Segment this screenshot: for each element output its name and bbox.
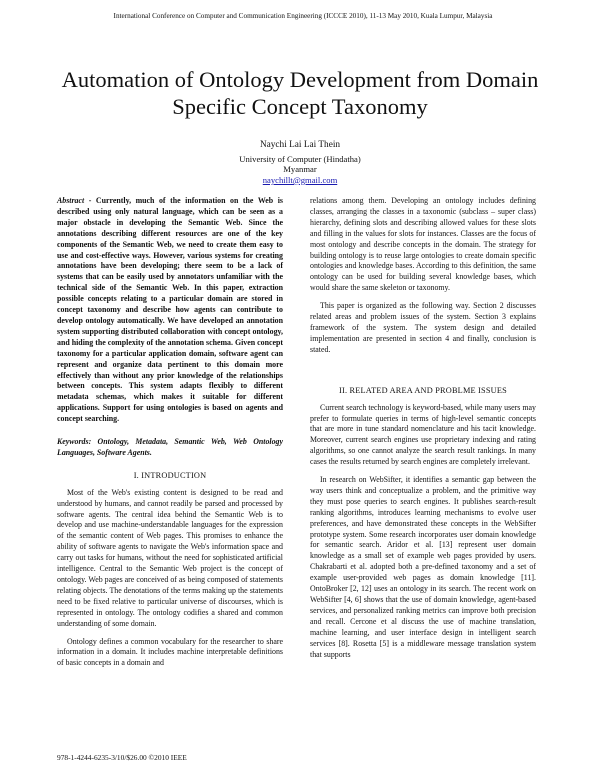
author-affiliation: University of Computer (Hindatha) (239, 153, 361, 164)
left-column (57, 196, 283, 676)
author-block (150, 140, 450, 185)
author-email-link[interactable]: naychillt@gmail.com (262, 174, 338, 185)
paper-title: Automation of Ontology Development from Domain Specific Concept Taxonomy (61, 67, 539, 119)
intro-paragraph-1: Most of the Web's existing content is designed to be read and understood by humans, and cannot readily be parsed and processed by software agents. The central idea behind the Semantic Web is to develop and use machine-understandable languages for the expression of the semantic content of Web pages. This promises to enhance the ability of software agents to navigate the Web's information space and carry out tasks for humans, without the need for sophisticated artificial intelligence. Central to the Semantic Web project is the concept of ontology. Web pages are conceived of as being composed of statements relating objects. The denotations of the terms making up the statements need to be fixed relative to particular universe of discourses, which is represented in ontology. The ontology codifies a shared and common understanding of some domain. (57, 487, 283, 628)
section-heading-introduction: I. INTRODUCTION (133, 470, 207, 480)
author-country: Myanmar (283, 164, 317, 175)
related-paragraph-1: Current search technology is keyword-based, while many users may prefer to formulate queries in terms of high-level semantic concepts that are more in tune standard nomenclature and his tacit knowledge. Moreover, current search engines use proprietary indexing and rating algorithms, so one cannot analyze the search result rankings. In many cases the results returned by search engines are completely irrelevant. (310, 402, 536, 467)
abstract (57, 196, 283, 425)
abstract-label: Abstract (57, 196, 85, 205)
copyright-footer: 978-1-4244-6235-3/10/$26.00 ©2010 IEEE (57, 753, 187, 762)
conference-header: International Conference on Computer and Communication Engineering (ICCCE 2010), 11-13 May 2010, Kuala Lumpur, Malaysia (113, 12, 493, 20)
intro-paragraph-2: Ontology defines a common vocabulary for the researcher to share information in a domain. It includes machine interpretable definitions of basic concepts in a domain and (57, 636, 283, 668)
section-heading-related: II. RELATED AREA AND PROBLME ISSUES (339, 385, 507, 395)
right-paragraph-2: This paper is organized as the following way. Section 2 discusses related areas and problem issues of the system. Section 3 explains framework of the system. The system design and detailed implementation are presented in section 4 and finally, conclusion is stated. (310, 301, 536, 354)
author-name: Naychi Lai Lai Thein (259, 140, 341, 150)
related-paragraph-2: In research on WebSifter, it identifies a semantic gap between the way users think and conceptualize a problem, and the primitive way they must pose queries to search engines. It publishes search-result ranking algorithms, introduces learning mechanisms to evolve user preferences, and have demonstrated these concepts in the WebSifter prototype system. Some research incorporates user domain knowledge for semantic search. Aridor et al. [13] represent user domain knowledge as a small set of example web pages provided by users. Chakrabarti et al. adopted both a pre-defined taxonomy and a set of example user-provided web pages as domain knowledge [11]. OntoBroker [2, 12] uses an ontology in its search. The recent work on WebSifter [4, 6] shows that the use of domain knowledge, agent-based services, and personalized ranking metrics can improve both precision and recall. Cercone et al discuss the use of machine translation, machine learning, and user interface design in intelligent search services [8]. Rosetta [5] is a middleware message translation system that supports (310, 475, 536, 659)
right-column (310, 196, 536, 667)
right-paragraph-1: relations among them. Developing an ontology includes defining classes, arranging the classes in a taxonomic (subclass – super class) hierarchy, defining slots and describing allowed values for these slots and filling in the values for slots for instances. Classes are the focus of most ontology and describe concepts in the domain. The strategy for building ontology is to reuse large ontologies to create domain specific ontologies and knowledge bases. According to this definition, the same ontology can be used for building several knowledge bases, which would share the same skeleton or taxonomy. (310, 196, 536, 293)
abstract-text: - Currently, much of the information on the Web is described using only natural language, which can be seen as a major obstacle in developing the Semantic Web. Since the annotations describing different resources are one of the key components of the Semantic Web, we need to create them easy to use and cost-effective ways. However, various systems for creating annotations have been developing; there seem to be a lack of systems that can be easily used by annotators unfamiliar with the technical side of the Semantic Web. In this paper, extraction possible concepts relating to a particular domain are stored in concept taxonomy and describe how agents can contribute to develop ontology automatically. We have developed an annotation system supporting distributed collaboration with concept ontology, and hiding the complexity of the annotation schema. Given concept taxonomy for a particular application domain, software agent can represent and organize data pertinent to this domain more effectively than without any prior knowledge of the relationships between concepts. This system adapts flexibly to different metadata schemas, which makes it suitable for different applications. Support for using ontologies is based on agents and concept searching. (57, 196, 283, 424)
keywords: Keywords: Ontology, Metadata, Semantic Web, Web Ontology Languages, Software Agents. (57, 437, 283, 457)
